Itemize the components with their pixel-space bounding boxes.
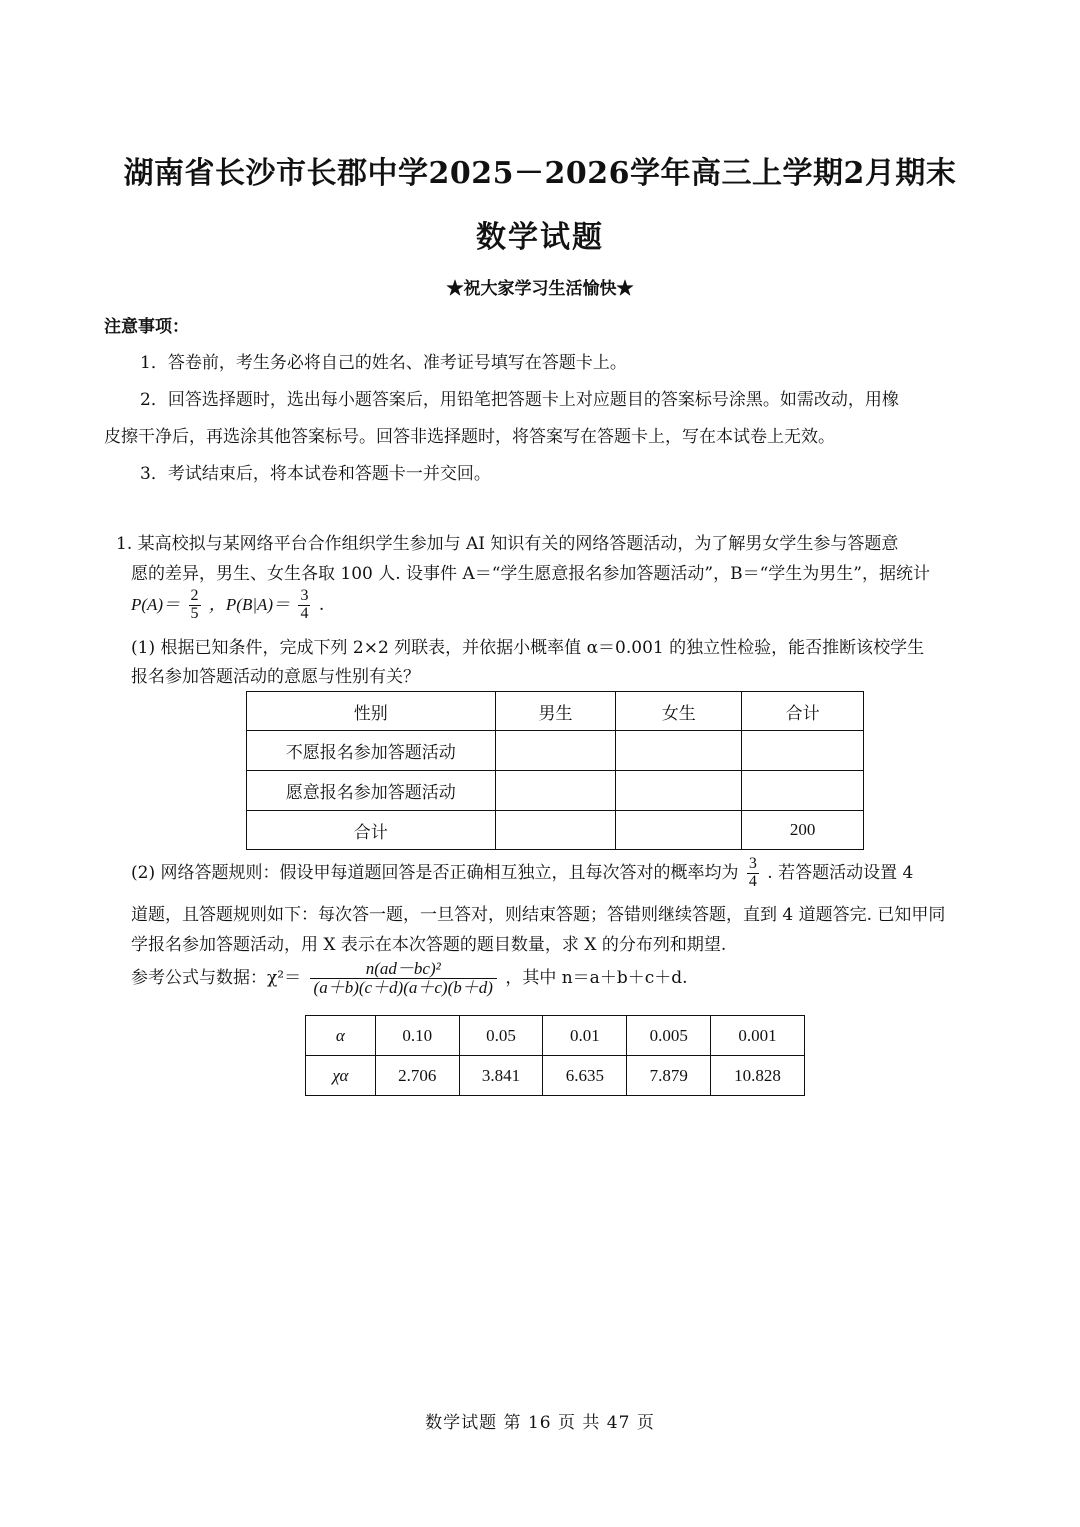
header-cell: 女生 (616, 692, 742, 731)
formula-prefix: 参考公式与数据：χ²＝ (131, 967, 302, 988)
exam-subject-title: 数学试题 (476, 220, 604, 255)
table-cell (616, 771, 742, 811)
notice-item-2-line-2: 皮擦干净后，再选涂其他答案标号。回答非选择题时，将答案写在答题卡上，写在本试卷上无效。 (104, 427, 835, 447)
fraction-three-quarters (298, 588, 310, 623)
table-cell (742, 731, 864, 771)
fraction-denominator: 5 (190, 604, 199, 622)
table-cell (616, 731, 742, 771)
notice-item-3: 3．考试结束后，将本试卷和答题卡一并交回。 (140, 464, 491, 484)
part-1-line-2: 报名参加答题活动的意愿与性别有关？ (131, 667, 420, 687)
contingency-table (246, 691, 864, 850)
notice-item-2-line-1: 2．回答选择题时，选出每小题答案后，用铅笔把答题卡上对应题目的答案标号涂黑。如需改动，用橡 (140, 390, 899, 410)
table-row (247, 811, 864, 850)
table-cell (742, 771, 864, 811)
row-label: 不愿报名参加答题活动 (247, 731, 496, 771)
header-cell: 合计 (742, 692, 864, 731)
fraction-numerator: 3 (748, 855, 757, 872)
reference-formula (131, 960, 688, 997)
alpha-value: 0.10 (375, 1016, 459, 1056)
row-label: 合计 (247, 811, 496, 850)
alpha-value: 0.001 (711, 1016, 805, 1056)
table-row (247, 731, 864, 771)
question-1-line-2: 愿的差异，男生、女生各取 100 人. 设事件 A＝“学生愿意报名参加答题活动”，B＝“学生为男生”，据统计 (131, 564, 930, 584)
formula-denominator: (a＋b)(c＋d)(a＋c)(b＋d) (313, 977, 493, 997)
part-2-line-3: 学报名参加答题活动，用 X 表示在本次答题的题目数量，求 X 的分布列和期望. (131, 935, 727, 955)
formula-numerator: n(ad－bc)² (310, 960, 497, 979)
notice-heading: 注意事项： (104, 317, 189, 337)
part-2-text-suffix: . 若答题活动设置 4 (767, 862, 914, 883)
alpha-label: α (306, 1016, 376, 1056)
page-footer: 数学试题 第 16 页 共 47 页 (425, 1413, 655, 1433)
table-cell (616, 811, 742, 850)
formula-suffix: ，其中 n＝a＋b＋c＋d. (505, 967, 688, 988)
motto: ★祝大家学习生活愉快★ (446, 279, 634, 299)
fraction-denominator: 4 (300, 604, 309, 622)
fraction-numerator: 2 (190, 587, 199, 604)
chi-value: 7.879 (627, 1056, 711, 1096)
prob-b-given-a-label: ，P(B|A)＝ (208, 594, 291, 614)
part-2-line-2: 道题，且答题规则如下：每次答一题，一旦答对，则结束答题；答错则继续答题，直到 4 道题答完. 已知甲同 (131, 905, 946, 925)
chi-value: 2.706 (375, 1056, 459, 1096)
chi-label: χα (306, 1056, 376, 1096)
chi-value: 10.828 (711, 1056, 805, 1096)
table-cell-total: 200 (742, 811, 864, 850)
exam-title: 湖南省长沙市长郡中学2025－2026学年高三上学期2月期末 (123, 156, 957, 191)
alpha-value: 0.05 (459, 1016, 543, 1056)
chi-row (306, 1056, 805, 1096)
part-2-text-prefix: (2) 网络答题规则：假设甲每道题回答是否正确相互独立，且每次答对的概率均为 (131, 862, 739, 883)
fraction-two-fifths (189, 588, 201, 623)
chi-value: 3.841 (459, 1056, 543, 1096)
notice-item-1: 1．答卷前，考生务必将自己的姓名、准考证号填写在答题卡上。 (140, 353, 627, 373)
table-header-row (247, 692, 864, 731)
critical-value-table (305, 1015, 805, 1096)
table-cell (495, 731, 616, 771)
header-cell: 男生 (495, 692, 616, 731)
chi-square-fraction (310, 960, 497, 997)
alpha-value: 0.01 (543, 1016, 627, 1056)
fraction-numerator: 3 (300, 587, 309, 604)
header-cell: 性别 (247, 692, 496, 731)
alpha-value: 0.005 (627, 1016, 711, 1056)
question-1-line-1: 1. 某高校拟与某网络平台合作组织学生参加与 AI 知识有关的网络答题活动，为了解男女学生参与答题意 (116, 534, 899, 554)
part-1-line-1: (1) 根据已知条件，完成下列 2×2 列联表，并依据小概率值 α＝0.001 的独立性检验，能否推断该校学生 (131, 638, 925, 658)
prob-a-label: P(A)＝ (131, 594, 181, 614)
fraction-denominator: 4 (748, 872, 757, 890)
part-2-line-1 (131, 856, 913, 891)
fraction-three-quarters (747, 856, 759, 891)
row-label: 愿意报名参加答题活动 (247, 771, 496, 811)
chi-value: 6.635 (543, 1056, 627, 1096)
question-1-line-3 (131, 588, 324, 623)
line-end-period: . (318, 594, 325, 615)
alpha-row (306, 1016, 805, 1056)
table-cell (495, 771, 616, 811)
table-cell (495, 811, 616, 850)
table-row (247, 771, 864, 811)
